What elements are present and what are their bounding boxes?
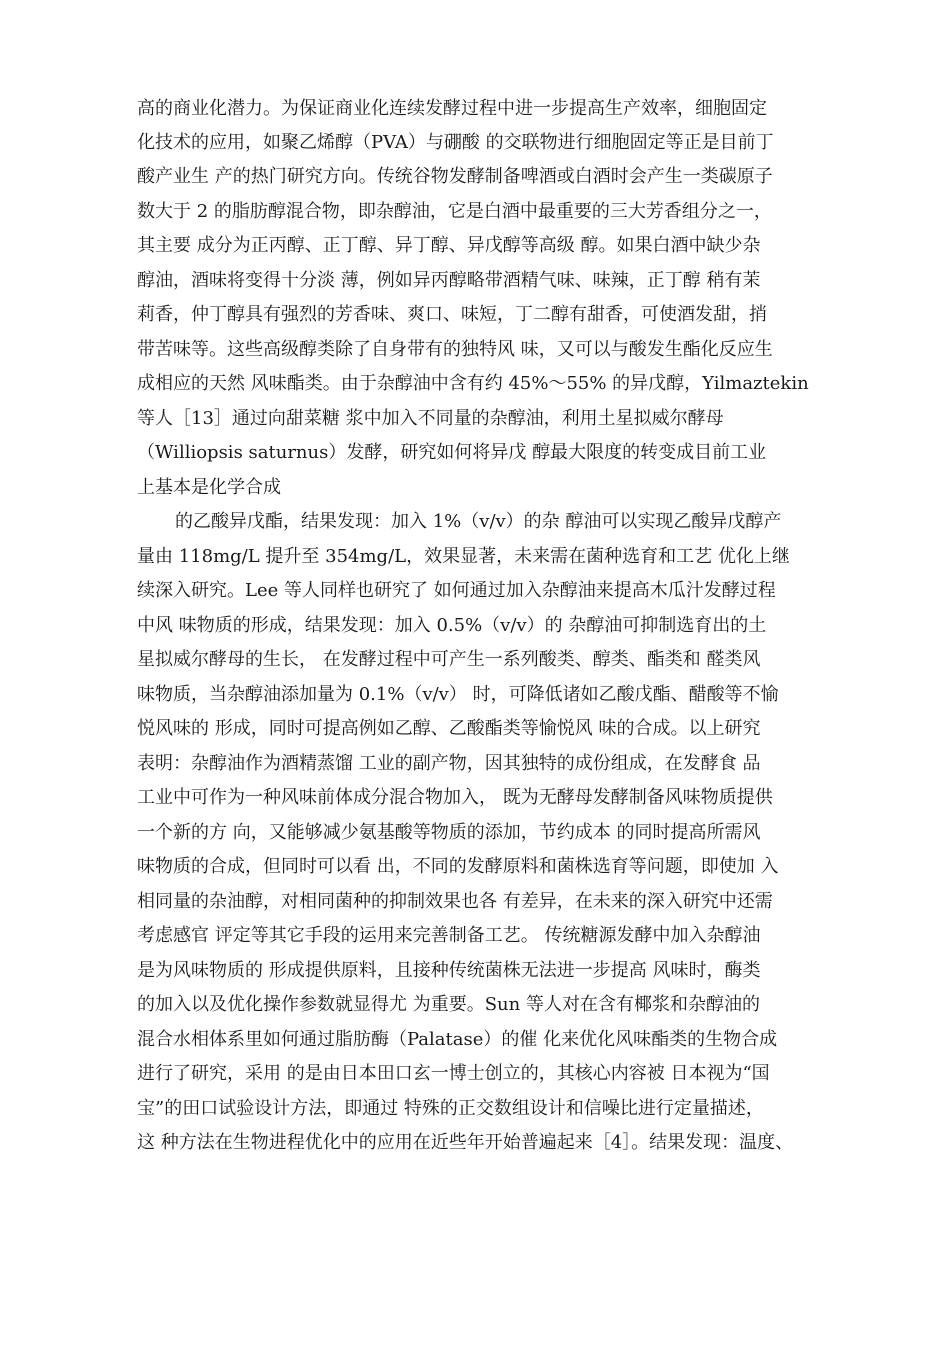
text-line: 酸产业生 产的热门研究方向。传统谷物发酵制备啤酒或白酒时会产生一类碳原子 <box>137 166 773 187</box>
text-line: 续深入研究。Lee 等人同样也研究了 如何通过加入杂醇油来提高木瓜汁发酵过程 <box>137 580 776 601</box>
text-line: 上基本是化学合成 <box>137 477 281 498</box>
text-line: 味物质，当杂醇油添加量为 0.1%（v/v） 时，可降低诸如乙酸戊酯、醋酸等不愉 <box>137 684 779 705</box>
text-line: 混合水相体系里如何通过脂肪酶（Palatase）的催 化来优化风味酯类的生物合成 <box>137 1029 778 1050</box>
text-line: 悦风味的 形成，同时可提高例如乙醇、乙酸酯类等愉悦风 味的合成。以上研究 <box>137 718 761 739</box>
text-line: （Williopsis saturnus）发酵，研究如何将异戊 醇最大限度的转变成目前工业 <box>137 442 767 463</box>
text-line: 其主要 成分为正丙醇、正丁醇、异丁醇、异戊醇等高级 醇。如果白酒中缺少杂 <box>137 235 761 256</box>
text-line: 量由 118mg/L 提升至 354mg/L，效果显著，未来需在菌种选育和工艺 优化上继 <box>137 546 790 567</box>
text-line: 醇油，酒味将变得十分淡 薄，例如异丙醇略带酒精气味、味辣，正丁醇 稍有茉 <box>137 270 761 291</box>
text-line: 等人［13］通过向甜菜糖 浆中加入不同量的杂醇油，利用土星拟威尔酵母 <box>137 408 724 429</box>
text-line: 工业中可作为一种风味前体成分混合物加入， 既为无酵母发酵制备风味物质提供 <box>137 787 773 808</box>
text-line: 星拟威尔酵母的生长， 在发酵过程中可产生一系列酸类、醇类、酯类和 醛类风 <box>137 649 761 670</box>
text-line: 宝”的田口试验设计方法，即通过 特殊的正交数组设计和信噪比进行定量描述， <box>137 1098 764 1119</box>
text-line: 是为风味物质的 形成提供原料，且接种传统菌株无法进一步提高 风味时，酶类 <box>137 960 761 981</box>
text-line: 带苦味等。这些高级醇类除了自身带有的独特风 味，又可以与酸发生酯化反应生 <box>137 339 773 360</box>
text-line: 化技术的应用，如聚乙烯醇（PVA）与硼酸 的交联物进行细胞固定等正是目前丁 <box>137 132 774 153</box>
text-line: 的加入以及优化操作参数就显得尤 为重要。Sun 等人对在含有椰浆和杂醇油的 <box>137 994 760 1015</box>
text-line: 相同量的杂油醇，对相同菌种的抑制效果也各 有差异，在未来的深入研究中还需 <box>137 891 773 912</box>
text-line: 的乙酸异戊酯，结果发现：加入 1%（v/v）的杂 醇油可以实现乙酸异戊醇产 <box>175 511 782 532</box>
text-line: 一个新的方 向，又能够减少氨基酸等物质的添加，节约成本 的同时提高所需风 <box>137 822 761 843</box>
text-line: 表明：杂醇油作为酒精蒸馏 工业的副产物，因其独特的成份组成，在发酵食 品 <box>137 753 761 774</box>
text-line: 考虑感官 评定等其它手段的运用来完善制备工艺。 传统糖源发酵中加入杂醇油 <box>137 925 761 946</box>
text-line: 进行了研究，采用 的是由日本田口玄一博士创立的，其核心内容被 日本视为“国 <box>137 1063 770 1084</box>
text-line: 中风 味物质的形成，结果发现：加入 0.5%（v/v）的 杂醇油可抑制选育出的土 <box>137 615 767 636</box>
text-line: 数大于 2 的脂肪醇混合物，即杂醇油，它是白酒中最重要的三大芳香组分之一， <box>137 201 772 222</box>
text-line: 高的商业化潜力。为保证商业化连续发酵过程中进一步提高生产效率，细胞固定 <box>137 98 767 119</box>
text-line: 这 种方法在生物进程优化中的应用在近些年开始普遍起来［4］。结果发现：温度、 <box>137 1132 794 1153</box>
text-line: 成相应的天然 风味酯类。由于杂醇油中含有约 45%～55% 的异戊醇，Yilmaztekin <box>137 373 809 394</box>
text-line: 味物质的合成，但同时可以看 出，不同的发酵原料和菌株选育等问题，即使加 入 <box>137 856 779 877</box>
text-line: 莉香，仲丁醇具有强烈的芳香味、爽口、味短，丁二醇有甜香，可使酒发甜，捎 <box>137 304 767 325</box>
